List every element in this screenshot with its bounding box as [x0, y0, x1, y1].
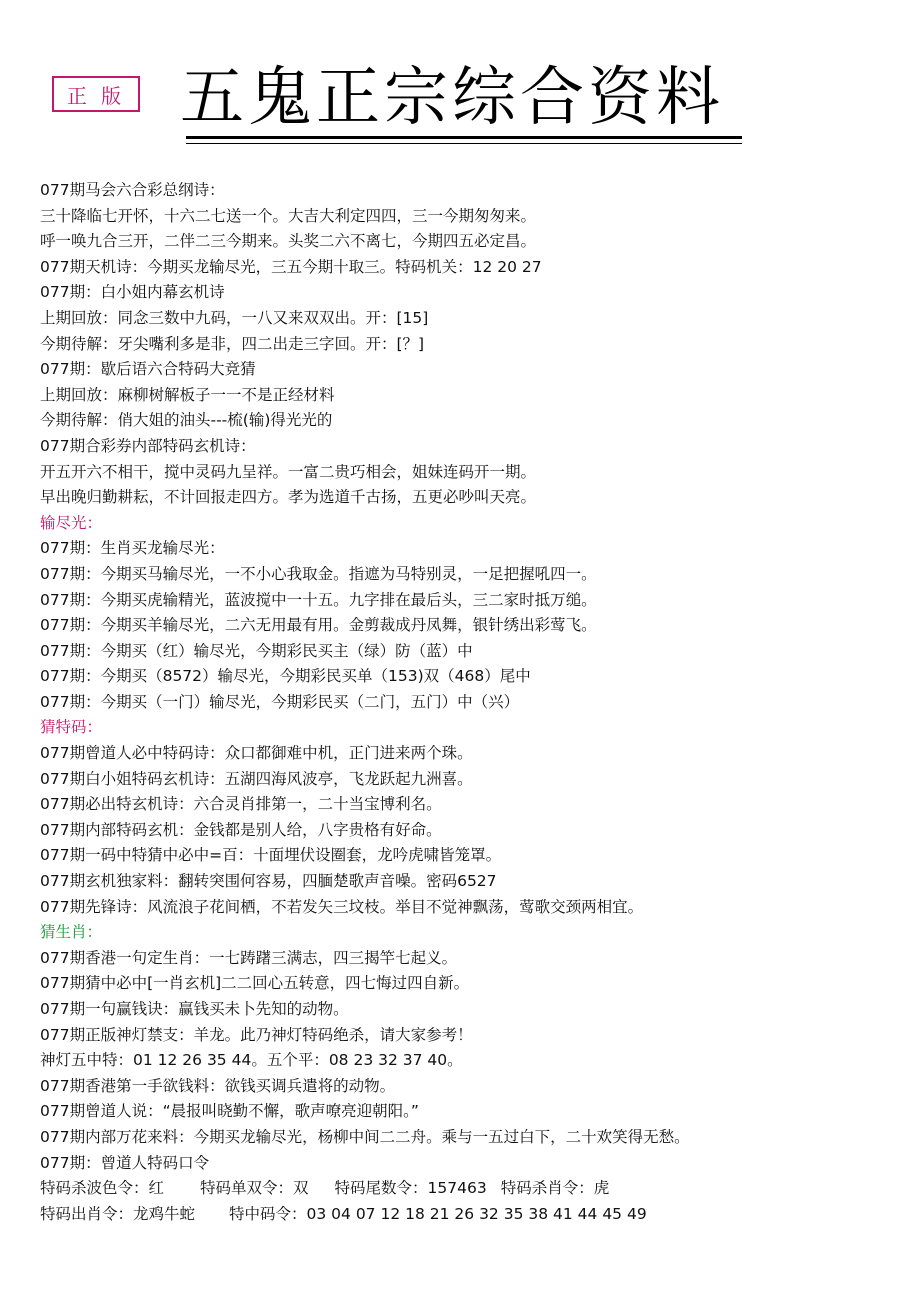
odd-even-command: 特码单双令：双 — [200, 1179, 309, 1198]
title-underline-thin — [186, 143, 742, 144]
final-row-1 — [40, 1176, 890, 1202]
section-heading-guess-zodiac: 猜生肖： — [40, 923, 103, 942]
text-line: 077期曾道人必中特码诗：众口都御难中机，正门进来两个珠。 — [40, 744, 473, 763]
out-zodiac-command: 特码出肖令：龙鸡牛蛇 — [40, 1204, 196, 1223]
text-line: 077期马会六合彩总纲诗： — [40, 181, 225, 199]
text-line: 077期：今期买虎输精光，蓝波搅中一十五。九字排在最后头，三二家时抵万缒。 — [40, 590, 597, 609]
text-line: 077期内部特码玄机：金钱都是别人给，八字贵格有好命。 — [40, 820, 442, 839]
text-line: 077期天机诗：今期买龙输尽光，三五今期十取三。特码机关：12 20 27 — [40, 257, 542, 276]
final-row-2 — [40, 1202, 890, 1228]
text-line: 上期回放：麻柳树解板子一一不是正经材料 — [40, 385, 335, 404]
text-line: 077期：曾道人特码口令 — [40, 1153, 210, 1172]
text-line: 077期一句赢钱诀：赢钱买未卜先知的动物。 — [40, 1000, 349, 1018]
text-line: 077期先锋诗：风流浪子花间栖，不若发矢三坟枝。举目不觉神飘荡，莺歌交颈两相宜。 — [40, 897, 644, 916]
text-line: 077期：今期买（8572）输尽光，今期彩民买单（153)双（468）尾中 — [40, 667, 531, 686]
text-line: 077期内部万花来料：今期买龙输尽光，杨柳中间二二舟。乘与一五过白下，二十欢笑得无愁。 — [40, 1127, 690, 1146]
text-line: 077期：生肖买龙输尽光： — [40, 539, 225, 558]
text-line: 077期正版神灯禁支：羊龙。此乃神灯特码绝杀，请大家参考！ — [40, 1025, 473, 1044]
text-line: 三十降临七开怀，十六二七送一个。大吉大利定四四，三一今期匆匆来。 — [40, 206, 537, 225]
kill-zodiac-command: 特码杀肖令：虎 — [500, 1179, 610, 1198]
text-line: 077期：白小姐内幕玄机诗 — [40, 283, 225, 302]
section-heading-guess-number: 猜特码： — [40, 718, 103, 737]
page-title: 五鬼正宗综合资料 — [180, 61, 724, 135]
text-line: 077期：今期买马输尽光，一不小心我取金。指遮为马特别灵，一足把握吼四一。 — [40, 564, 597, 583]
text-line: 今期待解：俏大姐的油头---梳(输)得光光的 — [40, 411, 333, 430]
text-line: 神灯五中特：01 12 26 35 44。五个平：08 23 32 37 40。 — [40, 1051, 463, 1070]
text-line: 077期：今期买（一门）输尽光，今期彩民买（二门，五门）中（兴） — [40, 692, 520, 711]
text-line: 077期曾道人说：“晨报叫晓勤不懈，歌声嘹亮迎朝阳。” — [40, 1102, 419, 1121]
text-line: 今期待解：牙尖嘴利多是非，四二出走三字回。开：[？] — [40, 334, 425, 353]
text-line: 077期香港一句定生肖：一七踌躇三满志，四三揭竿七起义。 — [40, 948, 458, 967]
text-line: 开五开六不相干，搅中灵码九呈祥。一富二贵巧相会，姐妹连码开一期。 — [40, 462, 537, 481]
hit-numbers-command: 特中码令：03 04 07 12 18 21 26 32 35 38 41 44 45 49 — [229, 1204, 647, 1223]
text-line: 077期合彩券内部特码玄机诗： — [40, 436, 256, 455]
text-line: 077期：今期买（红）输尽光，今期彩民买主（绿）防（蓝）中 — [40, 641, 473, 660]
text-line: 早出晚归勤耕耘，不计回报走四方。孝为选道千古扬，五更必吵叫天亮。 — [40, 488, 537, 507]
authentic-badge: 正 版 — [52, 76, 140, 112]
section-heading-lose-all: 输尽光： — [40, 513, 103, 532]
text-line: 077期必出特玄机诗：六合灵肖排第一，二十当宝博利名。 — [40, 795, 442, 814]
text-line: 077期玄机独家料：翻转突围何容易，四腼楚歌声音噪。密码6527 — [40, 872, 497, 891]
kill-color-command: 特码杀波色令：红 — [40, 1179, 165, 1198]
title-underline-thick — [186, 136, 742, 139]
tail-digit-command: 特码尾数令：157463 — [334, 1179, 487, 1198]
text-line: 077期一码中特猜中必中=百：十面埋伏设圈套，龙吟虎啸皆笼罩。 — [40, 846, 502, 865]
text-line: 呼一唤九合三开，二伴二三今期来。头奖二六不离七，今期四五必定昌。 — [40, 232, 537, 251]
text-line: 077期：歇后语六合特码大竞猜 — [40, 360, 256, 379]
text-line: 上期回放：同念三数中九码，一八又来双双出。开：[15] — [40, 308, 429, 327]
text-line: 077期猜中必中[一肖玄机]二二回心五转意，四七悔过四自新。 — [40, 974, 470, 993]
text-line: 077期：今期买羊输尽光，二六无用最有用。金剪裁成丹凤舞，银针绣出彩莺飞。 — [40, 616, 597, 635]
text-line: 077期白小姐特码玄机诗：五湖四海风波亭，飞龙跃起九洲喜。 — [40, 769, 473, 788]
document-body — [40, 178, 890, 1227]
text-line: 077期香港第一手欲钱料：欲钱买调兵遣将的动物。 — [40, 1076, 396, 1095]
